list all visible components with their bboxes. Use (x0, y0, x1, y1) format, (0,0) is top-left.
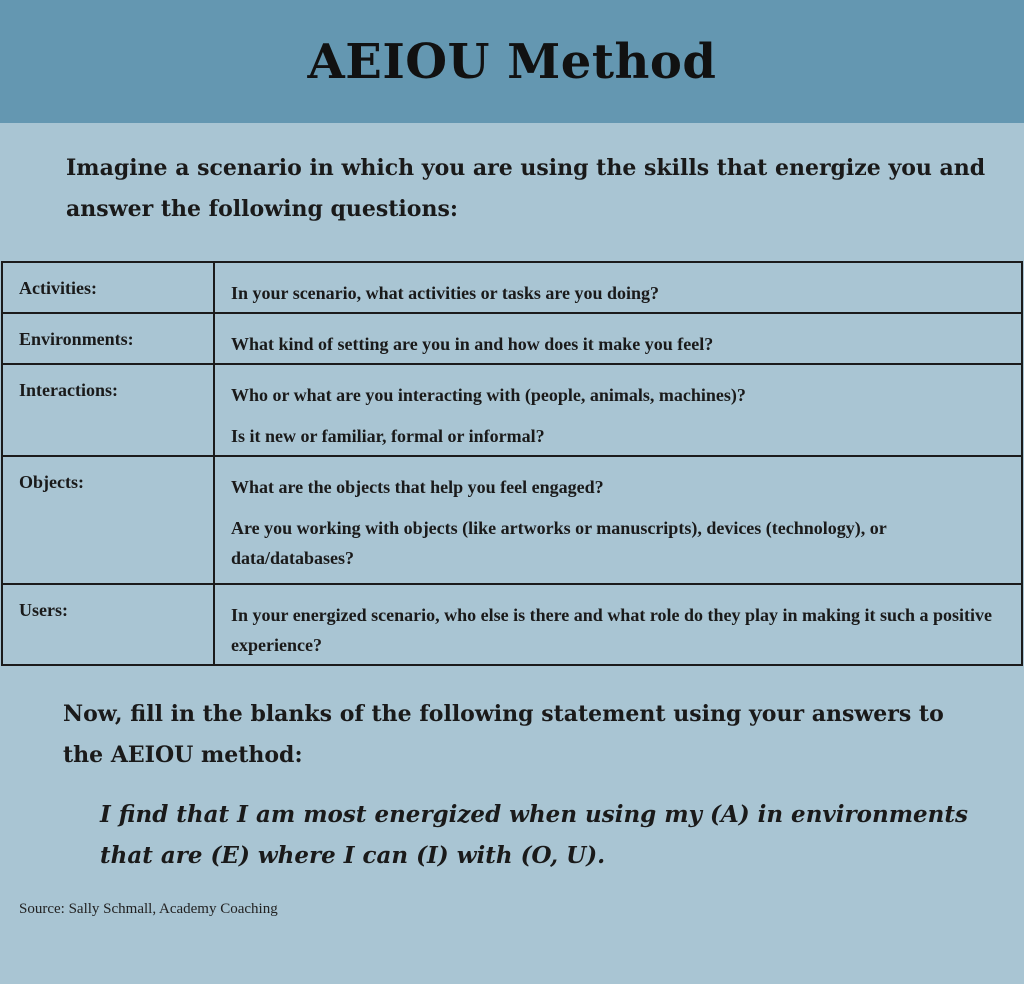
question-text: Is it new or familiar, formal or informal? (231, 426, 545, 446)
row-label-environments: Environments: (2, 313, 214, 364)
row-label-interactions: Interactions: (2, 364, 214, 456)
instruction-text: Now, fill in the blanks of the following statement using your answers to the AEIOU method: (63, 701, 944, 768)
row-label-activities: Activities: (2, 262, 214, 313)
header-banner (0, 0, 1024, 123)
row-label-objects: Objects: (2, 456, 214, 584)
aeiou-table (1, 261, 1023, 666)
row-label-users: Users: (2, 584, 214, 665)
row-questions-interactions (214, 364, 1022, 456)
intro-text: Imagine a scenario in which you are using the skills that energize you and answer the following questions: (66, 155, 986, 222)
row-questions-environments (214, 313, 1022, 364)
question-text: What kind of setting are you in and how does it make you feel? (231, 334, 714, 354)
question-text: In your scenario, what activities or tasks are you doing? (231, 283, 660, 303)
question-text: What are the objects that help you feel engaged? (231, 477, 604, 497)
table-row-activities (2, 262, 1022, 313)
question-text: Who or what are you interacting with (people, animals, machines)? (231, 385, 746, 405)
page-title: AEIOU Method (307, 33, 717, 90)
table-row-objects (2, 456, 1022, 584)
table-row-users (2, 584, 1022, 665)
table-row-environments (2, 313, 1022, 364)
table-row-interactions (2, 364, 1022, 456)
question-text: Are you working with objects (like artworks or manuscripts), devices (technology), or data/databases? (231, 518, 887, 568)
source-credit: Source: Sally Schmall, Academy Coaching (19, 901, 278, 917)
row-questions-activities (214, 262, 1022, 313)
row-questions-users (214, 584, 1022, 665)
row-questions-objects (214, 456, 1022, 584)
fill-in-statement: I find that I am most energized when using my (A) in environments that are (E) where I can (I) with (O, U). (100, 801, 968, 869)
question-text: In your energized scenario, who else is there and what role do they play in making it such a positive experience? (231, 605, 993, 655)
